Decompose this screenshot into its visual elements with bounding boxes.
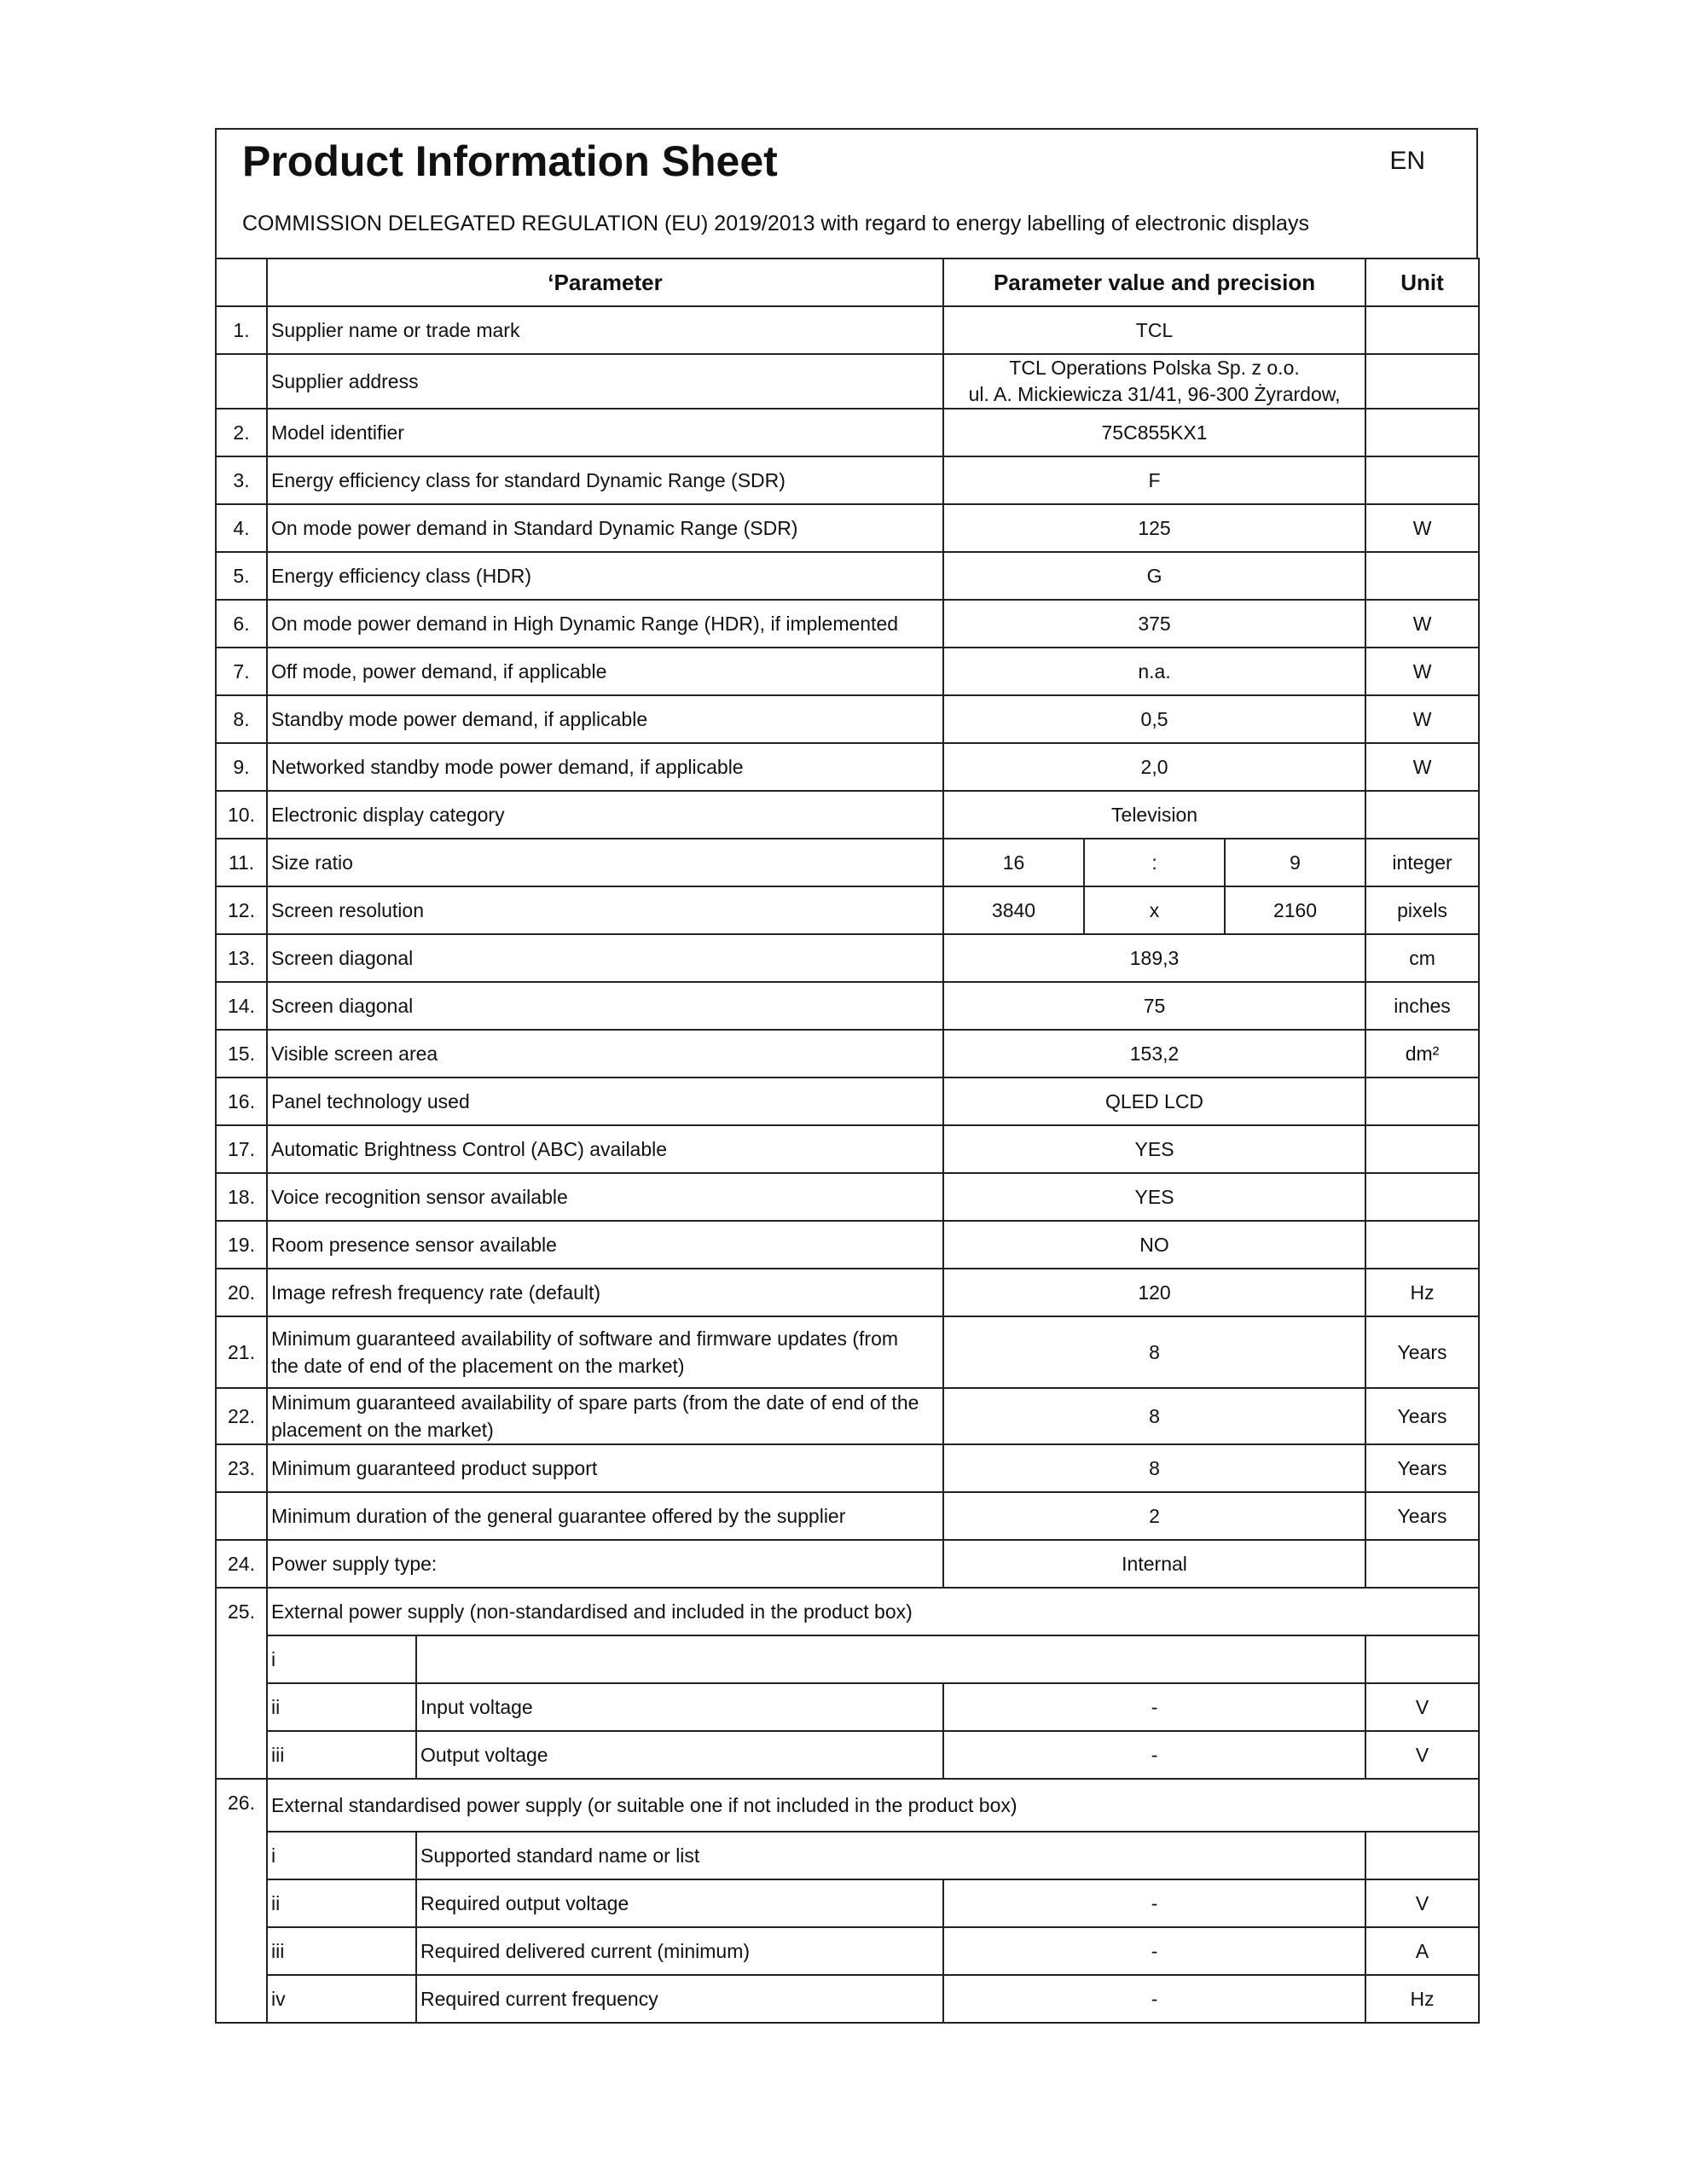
- parameter-name: Model identifier: [267, 409, 943, 456]
- parameter-name: Automatic Brightness Control (ABC) available: [267, 1125, 943, 1173]
- table-row: [216, 1683, 1479, 1731]
- parameter-name: Screen diagonal: [267, 982, 943, 1030]
- section-title: External power supply (non-standardised and included in the product box): [267, 1588, 1479, 1635]
- row-number: 1.: [216, 306, 267, 354]
- sub-unit: Hz: [1365, 1975, 1479, 2023]
- table-row: [216, 1975, 1479, 2023]
- table-row: [216, 743, 1479, 791]
- page-title: Product Information Sheet: [242, 137, 778, 185]
- table-row: [216, 258, 1479, 306]
- row-number: 10.: [216, 791, 267, 839]
- parameter-table: [215, 258, 1480, 2024]
- sub-index: i: [267, 1635, 416, 1683]
- parameter-value: 2,0: [943, 743, 1365, 791]
- parameter-line-1: Minimum guaranteed availability of spare parts (from the date of end of the: [271, 1391, 919, 1414]
- parameter-value: YES: [943, 1125, 1365, 1173]
- parameter-unit: cm: [1365, 934, 1479, 982]
- parameter-value: [943, 354, 1365, 409]
- row-number: 5.: [216, 552, 267, 600]
- sub-value: -: [943, 1683, 1365, 1731]
- parameter-value: 8: [943, 1388, 1365, 1444]
- row-number: 8.: [216, 695, 267, 743]
- parameter-value: n.a.: [943, 648, 1365, 695]
- parameter-name: Minimum duration of the general guarantee offered by the supplier: [267, 1492, 943, 1540]
- row-number: 2.: [216, 409, 267, 456]
- parameter-line-1: Minimum guaranteed availability of software and firmware updates (from: [271, 1327, 899, 1350]
- value-separator: :: [1084, 839, 1225, 886]
- section-title: External standardised power supply (or suitable one if not included in the product box): [267, 1779, 1479, 1832]
- product-information-sheet: [215, 128, 1478, 2024]
- table-row: [216, 648, 1479, 695]
- sub-label: [416, 1635, 1365, 1683]
- table-row: [216, 1540, 1479, 1588]
- value-separator: x: [1084, 886, 1225, 934]
- sub-label: Input voltage: [416, 1683, 943, 1731]
- row-number: 14.: [216, 982, 267, 1030]
- table-row: [216, 306, 1479, 354]
- table-row: [216, 1927, 1479, 1975]
- header-value: Parameter value and precision: [943, 258, 1365, 306]
- table-row: [216, 354, 1479, 409]
- parameter-value: 189,3: [943, 934, 1365, 982]
- parameter-name: Screen resolution: [267, 886, 943, 934]
- value-line-2: ul. A. Mickiewicza 31/41, 96-300 Żyrardow,: [968, 383, 1341, 405]
- sub-index: iii: [267, 1731, 416, 1779]
- parameter-unit: Years: [1365, 1492, 1479, 1540]
- row-number: [216, 1492, 267, 1540]
- parameter-unit: W: [1365, 743, 1479, 791]
- row-number: 20.: [216, 1269, 267, 1316]
- parameter-value: 375: [943, 600, 1365, 648]
- sub-value: -: [943, 1731, 1365, 1779]
- parameter-name: Supplier address: [267, 354, 943, 409]
- parameter-value: 120: [943, 1269, 1365, 1316]
- table-row: [216, 1388, 1479, 1444]
- sub-unit: V: [1365, 1879, 1479, 1927]
- parameter-value: 8: [943, 1316, 1365, 1388]
- parameter-unit: [1365, 306, 1479, 354]
- language-code: EN: [1389, 147, 1425, 175]
- parameter-line-2: the date of end of the placement on the market): [271, 1355, 685, 1377]
- value-line-1: TCL Operations Polska Sp. z o.o.: [1009, 357, 1300, 379]
- row-number: 21.: [216, 1316, 267, 1388]
- parameter-value: TCL: [943, 306, 1365, 354]
- table-row: [216, 1269, 1479, 1316]
- sub-unit: [1365, 1832, 1479, 1879]
- table-row: [216, 600, 1479, 648]
- sub-index: ii: [267, 1879, 416, 1927]
- parameter-unit: Years: [1365, 1316, 1479, 1388]
- row-number: 16.: [216, 1077, 267, 1125]
- table-row: [216, 1492, 1479, 1540]
- sub-index: iii: [267, 1927, 416, 1975]
- table-row: [216, 982, 1479, 1030]
- table-row: [216, 456, 1479, 504]
- parameter-unit: pixels: [1365, 886, 1479, 934]
- table-row: [216, 1832, 1479, 1879]
- parameter-value: Internal: [943, 1540, 1365, 1588]
- table-row: [216, 1879, 1479, 1927]
- parameter-name: Energy efficiency class for standard Dynamic Range (SDR): [267, 456, 943, 504]
- parameter-name: [267, 1388, 943, 1444]
- parameter-unit: inches: [1365, 982, 1479, 1030]
- table-row: [216, 695, 1479, 743]
- table-row: [216, 1173, 1479, 1221]
- sub-label: Required output voltage: [416, 1879, 943, 1927]
- parameter-unit: [1365, 1173, 1479, 1221]
- parameter-value: 2: [943, 1492, 1365, 1540]
- row-number: 18.: [216, 1173, 267, 1221]
- parameter-name: Electronic display category: [267, 791, 943, 839]
- header-number-cell: [216, 258, 267, 306]
- value-part-b: 2160: [1225, 886, 1365, 934]
- row-number: 4.: [216, 504, 267, 552]
- parameter-name: Visible screen area: [267, 1030, 943, 1077]
- parameter-unit: [1365, 409, 1479, 456]
- parameter-unit: integer: [1365, 839, 1479, 886]
- row-number: 13.: [216, 934, 267, 982]
- table-row: [216, 504, 1479, 552]
- table-row: [216, 1030, 1479, 1077]
- regulation-subtitle: COMMISSION DELEGATED REGULATION (EU) 2019/2013 with regard to energy labelling of electronic displays: [242, 212, 1309, 235]
- parameter-unit: W: [1365, 648, 1479, 695]
- row-number: 24.: [216, 1540, 267, 1588]
- table-row: [216, 1779, 1479, 1832]
- parameter-value: NO: [943, 1221, 1365, 1269]
- parameter-value: 75C855KX1: [943, 409, 1365, 456]
- row-number: 7.: [216, 648, 267, 695]
- parameter-line-2: placement on the market): [271, 1419, 494, 1441]
- table-row: [216, 839, 1479, 886]
- parameter-name: Networked standby mode power demand, if applicable: [267, 743, 943, 791]
- sub-value: -: [943, 1975, 1365, 2023]
- table-row: [216, 1221, 1479, 1269]
- parameter-unit: dm²: [1365, 1030, 1479, 1077]
- parameter-unit: W: [1365, 600, 1479, 648]
- sub-label: Required current frequency: [416, 1975, 943, 2023]
- parameter-value: 0,5: [943, 695, 1365, 743]
- sub-index: iv: [267, 1975, 416, 2023]
- parameter-unit: Hz: [1365, 1269, 1479, 1316]
- sub-unit: V: [1365, 1683, 1479, 1731]
- sub-index: i: [267, 1832, 416, 1879]
- header-parameter: ‘Parameter: [267, 258, 943, 306]
- row-number: 3.: [216, 456, 267, 504]
- parameter-value: QLED LCD: [943, 1077, 1365, 1125]
- sub-value: -: [943, 1927, 1365, 1975]
- parameter-unit: Years: [1365, 1444, 1479, 1492]
- parameter-name: On mode power demand in High Dynamic Range (HDR), if implemented: [267, 600, 943, 648]
- section-number: 26.: [216, 1779, 267, 2023]
- sub-unit: [1365, 1635, 1479, 1683]
- parameter-name: Power supply type:: [267, 1540, 943, 1588]
- parameter-value: 153,2: [943, 1030, 1365, 1077]
- parameter-name: Supplier name or trade mark: [267, 306, 943, 354]
- parameter-name: Size ratio: [267, 839, 943, 886]
- parameter-unit: W: [1365, 504, 1479, 552]
- parameter-value: 8: [943, 1444, 1365, 1492]
- table-row: [216, 1077, 1479, 1125]
- table-row: [216, 934, 1479, 982]
- value-part-a: 16: [943, 839, 1084, 886]
- sub-label: Output voltage: [416, 1731, 943, 1779]
- table-row: [216, 1444, 1479, 1492]
- row-number: [216, 354, 267, 409]
- parameter-name: Energy efficiency class (HDR): [267, 552, 943, 600]
- row-number: 19.: [216, 1221, 267, 1269]
- row-number: 23.: [216, 1444, 267, 1492]
- parameter-unit: [1365, 1077, 1479, 1125]
- parameter-value: YES: [943, 1173, 1365, 1221]
- parameter-unit: Years: [1365, 1388, 1479, 1444]
- row-number: 6.: [216, 600, 267, 648]
- sub-unit: A: [1365, 1927, 1479, 1975]
- parameter-name: Panel technology used: [267, 1077, 943, 1125]
- parameter-unit: [1365, 1221, 1479, 1269]
- parameter-value: G: [943, 552, 1365, 600]
- parameter-value: 125: [943, 504, 1365, 552]
- table-row: [216, 1316, 1479, 1388]
- table-row: [216, 1588, 1479, 1635]
- parameter-name: [267, 1316, 943, 1388]
- parameter-value: F: [943, 456, 1365, 504]
- row-number: 9.: [216, 743, 267, 791]
- sub-label: Required delivered current (minimum): [416, 1927, 943, 1975]
- row-number: 22.: [216, 1388, 267, 1444]
- table-row: [216, 886, 1479, 934]
- row-number: 11.: [216, 839, 267, 886]
- parameter-unit: [1365, 552, 1479, 600]
- value-part-a: 3840: [943, 886, 1084, 934]
- value-part-b: 9: [1225, 839, 1365, 886]
- parameter-unit: [1365, 456, 1479, 504]
- table-row: [216, 552, 1479, 600]
- sub-label: Supported standard name or list: [416, 1832, 1365, 1879]
- section-number: 25.: [216, 1588, 267, 1779]
- parameter-unit: [1365, 354, 1479, 409]
- parameter-unit: [1365, 791, 1479, 839]
- table-row: [216, 1635, 1479, 1683]
- sub-value: -: [943, 1879, 1365, 1927]
- table-row: [216, 409, 1479, 456]
- sub-index: ii: [267, 1683, 416, 1731]
- parameter-name: Image refresh frequency rate (default): [267, 1269, 943, 1316]
- table-row: [216, 1125, 1479, 1173]
- parameter-name: Screen diagonal: [267, 934, 943, 982]
- parameter-unit: [1365, 1125, 1479, 1173]
- parameter-name: Room presence sensor available: [267, 1221, 943, 1269]
- row-number: 12.: [216, 886, 267, 934]
- parameter-unit: W: [1365, 695, 1479, 743]
- parameter-name: Voice recognition sensor available: [267, 1173, 943, 1221]
- header-unit: Unit: [1365, 258, 1479, 306]
- parameter-name: Standby mode power demand, if applicable: [267, 695, 943, 743]
- table-row: [216, 1731, 1479, 1779]
- parameter-value: 75: [943, 982, 1365, 1030]
- parameter-name: Minimum guaranteed product support: [267, 1444, 943, 1492]
- sheet-header: [215, 128, 1478, 258]
- row-number: 17.: [216, 1125, 267, 1173]
- row-number: 15.: [216, 1030, 267, 1077]
- parameter-name: On mode power demand in Standard Dynamic Range (SDR): [267, 504, 943, 552]
- sub-unit: V: [1365, 1731, 1479, 1779]
- table-row: [216, 791, 1479, 839]
- parameter-unit: [1365, 1540, 1479, 1588]
- parameter-value: Television: [943, 791, 1365, 839]
- parameter-name: Off mode, power demand, if applicable: [267, 648, 943, 695]
